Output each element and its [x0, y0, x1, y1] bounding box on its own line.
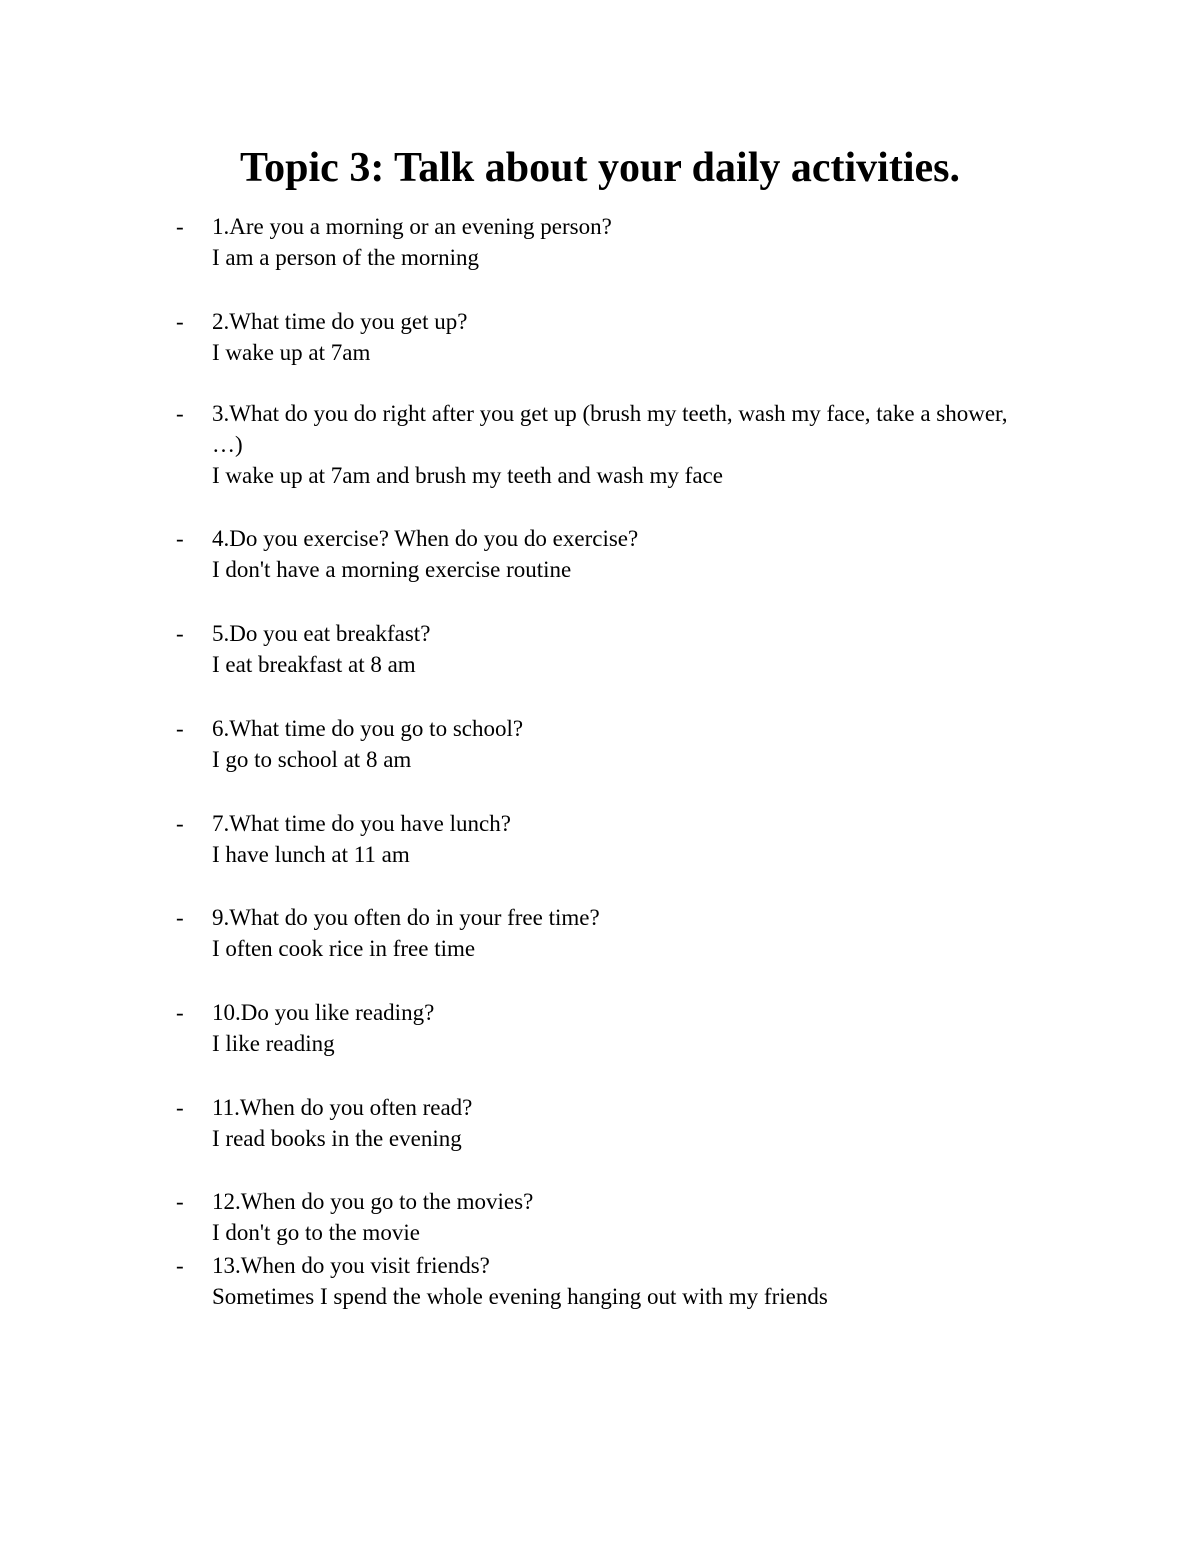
list-item: [176, 902, 1036, 964]
answer-text: I don't have a morning exercise routine: [212, 557, 572, 582]
question-text: 1.Are you a morning or an evening person?: [212, 214, 612, 239]
list-item: [176, 618, 1036, 680]
bullet-dash: -: [176, 309, 184, 334]
bullet-dash: -: [176, 716, 184, 741]
bullet-dash: -: [176, 526, 184, 551]
bullet-dash: -: [176, 1189, 184, 1214]
answer-text: I wake up at 7am: [212, 340, 371, 365]
list-item: [176, 1250, 1036, 1312]
list-item: [176, 211, 1036, 273]
bullet-dash: -: [176, 1253, 184, 1278]
list-item: [176, 808, 1036, 870]
bullet-dash: -: [176, 621, 184, 646]
answer-text: Sometimes I spend the whole evening hanging out with my friends: [212, 1284, 828, 1309]
bullet-dash: -: [176, 905, 184, 930]
question-text: 6.What time do you go to school?: [212, 716, 524, 741]
answer-text: I don't go to the movie: [212, 1220, 420, 1245]
bullet-dash: -: [176, 811, 184, 836]
list-item: [176, 306, 1036, 368]
list-item: [176, 713, 1036, 775]
question-text: 9.What do you often do in your free time?: [212, 905, 600, 930]
list-item: [176, 997, 1036, 1059]
list-item: [176, 1186, 1036, 1248]
question-text: 11.When do you often read?: [212, 1095, 473, 1120]
answer-text: I go to school at 8 am: [212, 747, 412, 772]
bullet-dash: -: [176, 214, 184, 239]
question-text: 2.What time do you get up?: [212, 309, 468, 334]
list-item: [176, 398, 1036, 491]
bullet-dash: -: [176, 1095, 184, 1120]
question-text: 5.Do you eat breakfast?: [212, 621, 431, 646]
question-text: 12.When do you go to the movies?: [212, 1189, 534, 1214]
question-text: 13.When do you visit friends?: [212, 1253, 490, 1278]
answer-text: I wake up at 7am and brush my teeth and wash my face: [212, 463, 723, 488]
question-text: 10.Do you like reading?: [212, 1000, 435, 1025]
question-text: 7.What time do you have lunch?: [212, 811, 511, 836]
bullet-dash: -: [176, 1000, 184, 1025]
bullet-dash: -: [176, 401, 184, 426]
answer-text: I eat breakfast at 8 am: [212, 652, 416, 677]
question-text: 4.Do you exercise? When do you do exercise?: [212, 526, 639, 551]
list-item: [176, 1092, 1036, 1154]
page-title: Topic 3: Talk about your daily activities.: [240, 145, 960, 191]
list-item: [176, 523, 1036, 585]
answer-text: I have lunch at 11 am: [212, 842, 410, 867]
answer-text: I am a person of the morning: [212, 245, 479, 270]
answer-text: I read books in the evening: [212, 1126, 462, 1151]
question-text: 3.What do you do right after you get up (brush my teeth, wash my face, take a shower, …): [212, 401, 1008, 457]
answer-text: I often cook rice in free time: [212, 936, 476, 961]
answer-text: I like reading: [212, 1031, 335, 1056]
